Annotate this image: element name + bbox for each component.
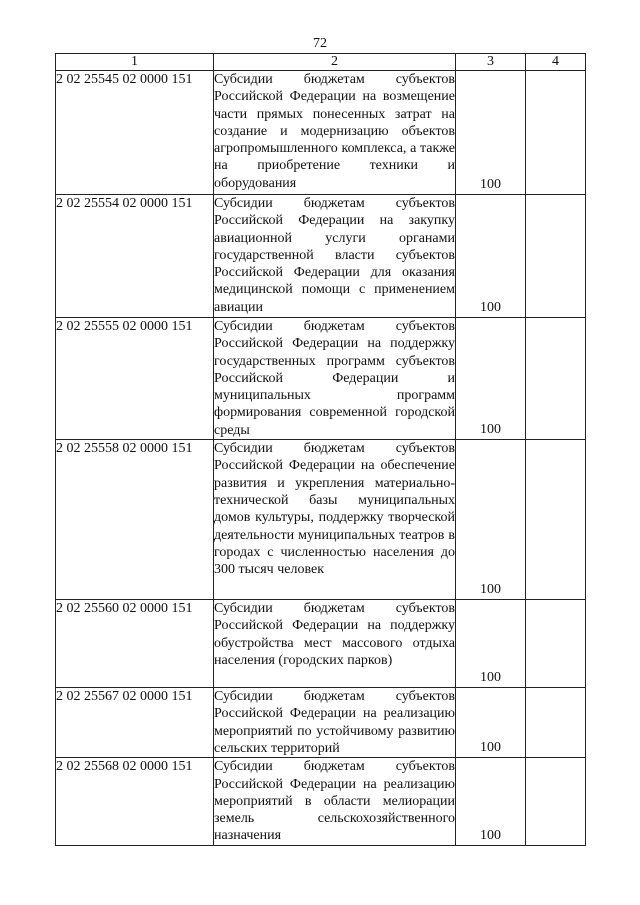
value-text: 100: [480, 739, 501, 755]
value-cell: [456, 195, 526, 318]
value-cell: [456, 71, 526, 195]
column-header-1: 1: [56, 54, 214, 71]
table-row: [56, 195, 586, 318]
value-text: 100: [480, 827, 501, 843]
description-cell: Субсидии бюджетам субъектов Российской Федерации на поддержку государственных программ субъектов Российской Федерации и муниципальных программ формирования современной городской среды: [214, 319, 455, 438]
value-cell: [456, 440, 526, 600]
page-number: 72: [313, 36, 327, 51]
value-text: 100: [480, 421, 501, 437]
value-text: 100: [480, 669, 501, 685]
value-text: 100: [480, 176, 501, 192]
description-cell: Субсидии бюджетам субъектов Российской Федерации на поддержку обустройства мест массового отдыха населения (городских парков): [214, 600, 456, 688]
empty-cell: [526, 758, 586, 846]
value-cell: [456, 688, 526, 758]
description-cell: Субсидии бюджетам субъектов Российской Федерации на обеспечение развития и укрепления материально-технической базы муниципальных домов культуры, поддержку творческой деятельности муниципальных театров в городах с численностью населения до 300 тысяч человек: [214, 440, 456, 600]
budget-code-cell: 2 02 25558 02 0000 151: [56, 440, 214, 600]
budget-code-cell: 2 02 25545 02 0000 151: [56, 71, 214, 195]
empty-cell: [526, 195, 586, 318]
value-cell: [456, 318, 526, 440]
table-row: [56, 318, 586, 440]
description-cell: Субсидии бюджетам субъектов Российской Федерации на закупку авиационной услуги органами государственной власти субъектов Российской Федерации для оказания медицинской помощи с применением авиации: [214, 195, 456, 318]
empty-cell: [526, 440, 586, 600]
budget-code-cell: 2 02 25554 02 0000 151: [56, 195, 214, 318]
description-cell: Субсидии бюджетам субъектов Российской Федерации на реализацию мероприятий в области мелиорации земель сельскохозяйственного назначения: [214, 758, 456, 846]
table-row: [56, 600, 586, 688]
empty-cell: [526, 688, 586, 758]
table-row: [56, 440, 586, 600]
value-cell: [456, 600, 526, 688]
value-text: 100: [480, 581, 501, 597]
table-row: [56, 71, 586, 195]
budget-code-cell: 2 02 25568 02 0000 151: [56, 758, 214, 846]
table-row: [56, 758, 586, 846]
column-header-4: 4: [526, 54, 586, 71]
description-cell: Субсидии бюджетам субъектов Российской Федерации на реализацию мероприятий по устойчивому развитию сельских территорий: [214, 689, 455, 756]
budget-code-cell: 2 02 25555 02 0000 151: [56, 318, 214, 440]
value-text: 100: [480, 299, 501, 315]
value-cell: [456, 758, 526, 846]
empty-cell: [526, 318, 586, 440]
empty-cell: [526, 600, 586, 688]
table-header-row: [56, 54, 586, 71]
table-row: [56, 688, 586, 758]
budget-code-cell: 2 02 25560 02 0000 151: [56, 600, 214, 688]
column-header-3: 3: [456, 54, 526, 71]
column-header-2: 2: [214, 54, 456, 71]
budget-table: [55, 53, 586, 846]
budget-code-cell: 2 02 25567 02 0000 151: [56, 688, 214, 758]
empty-cell: [526, 71, 586, 195]
description-cell: Субсидии бюджетам субъектов Российской Федерации на возмещение части прямых понесенных затрат на создание и модернизацию объектов агропромышленного комплекса, а также на приобретение техники и оборудования: [214, 71, 456, 195]
